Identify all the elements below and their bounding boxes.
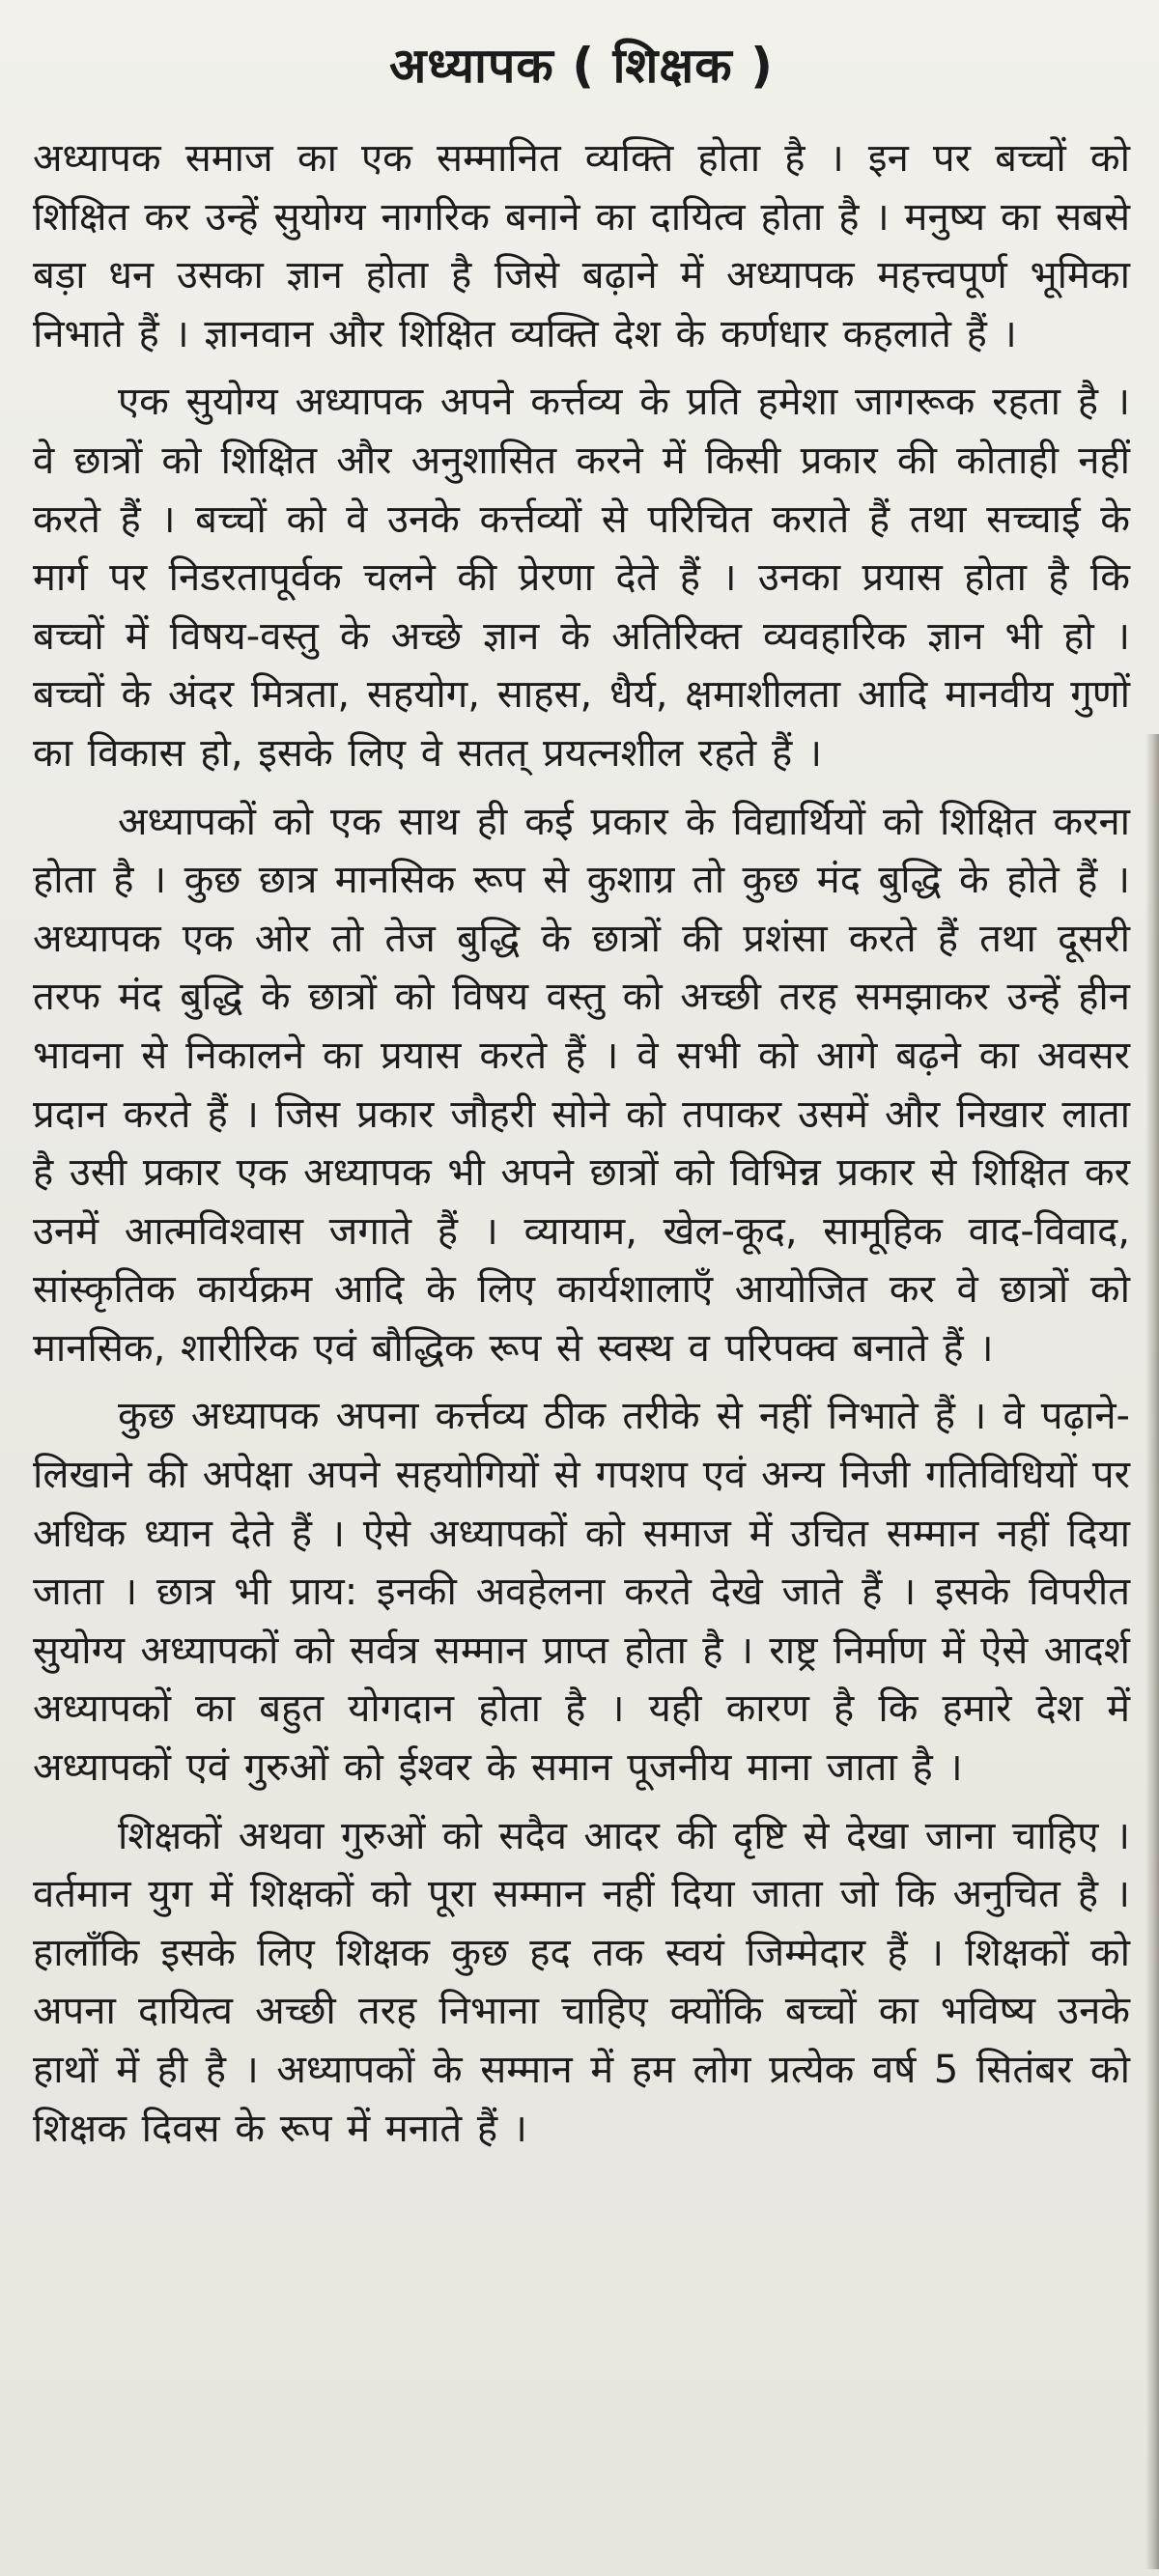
- page-edge-shadow: [1145, 734, 1159, 2569]
- document-title: अध्यापक ( शिक्षक ): [389, 38, 774, 94]
- paragraph-2: एक सुयोग्य अध्यापक अपने कर्त्तव्य के प्रति हमेशा जागरूक रहता है । वे छात्रों को शिक्षित और अनुशासित करने में किसी प्रकार की कोताही नहीं करते हैं । बच्चों को वे उनके कर्त्तव्यों से परिचित कराते हैं तथा सच्चाई के मार्ग पर निडरतापूर्वक चलने की प्रेरणा देते हैं । उनका प्रयास होता है कि बच्चों में विषय-वस्तु के अच्छे ज्ञान के अतिरिक्त व्यवहारिक ज्ञान भी हो । बच्चों के अंदर मित्रता, सहयोग, साहस, धैर्य, क्षमाशीलता आदि मानवीय गुणों का विकास हो, इसके लिए वे सतत् प्रयत्नशील रहते हैं ।: [33, 380, 1130, 776]
- paragraph-5: शिक्षकों अथवा गुरुओं को सदैव आदर की दृष्टि से देखा जाना चाहिए । वर्तमान युग में शिक्षकों को पूरा सम्मान नहीं दिया जाता जो कि अनुचित है । हालाँकि इसके लिए शिक्षक कुछ हद तक स्वयं जिम्मेदार हैं । शिक्षकों को अपना दायित्व अच्छी तरह निभाना चाहिए क्योंकि बच्चों का भविष्य उनके हाथों में ही है । अध्यापकों के सम्मान में हम लोग प्रत्येक वर्ष 5 सितंबर को शिक्षक दिवस के रूप में मनाते हैं ।: [33, 1813, 1130, 2151]
- paragraph-4: कुछ अध्यापक अपना कर्त्तव्य ठीक तरीके से नहीं निभाते हैं । वे पढ़ाने-लिखाने की अपेक्षा अपने सहयोगियों से गपशप एवं अन्य निजी गतिविधियों पर अधिक ध्यान देते हैं । ऐसे अध्यापकों को समाज में उचित सम्मान नहीं दिया जाता । छात्र भी प्राय: इनकी अवहेलना करते देखे जाते हैं । इसके विपरीत सुयोग्य अध्यापकों को सर्वत्र सम्मान प्राप्त होता है । राष्ट्र निर्माण में ऐसे आदर्श अध्यापकों का बहुत योगदान होता है । यही कारण है कि हमारे देश में अध्यापकों एवं गुरुओं को ईश्वर के समान पूजनीय माना जाता है ।: [33, 1394, 1130, 1791]
- paragraph-1: अध्यापक समाज का एक सम्मानित व्यक्ति होता है । इन पर बच्चों को शिक्षित कर उन्हें सुयोग्य नागरिक बनाने का दायित्व होता है । मनुष्य का सबसे बड़ा धन उसका ज्ञान होता है जिसे बढ़ाने में अध्यापक महत्त्वपूर्ण भूमिका निभाते हैं । ज्ञानवान और शिक्षित व्यक्ति देश के कर्णधार कहलाते हैं ।: [33, 136, 1130, 356]
- paragraph-3: अध्यापकों को एक साथ ही कई प्रकार के विद्यार्थियों को शिक्षित करना होता है । कुछ छात्र मानसिक रूप से कुशाग्र तो कुछ मंद बुद्धि के होते हैं । अध्यापक एक ओर तो तेज बुद्धि के छात्रों की प्रशंसा करते हैं तथा दूसरी तरफ मंद बुद्धि के छात्रों को विषय वस्तु को अच्छी तरह समझाकर उन्हें हीन भावना से निकालने का प्रयास करते हैं । वे सभी को आगे बढ़ने का अवसर प्रदान करते हैं । जिस प्रकार जौहरी सोने को तपाकर उसमें और निखार लाता है उसी प्रकार एक अध्यापक भी अपने छात्रों को विभिन्न प्रकार से शिक्षित कर उनमें आत्मविश्वास जगाते हैं । व्यायाम, खेल-कूद, सामूहिक वाद-विवाद, सांस्कृतिक कार्यक्रम आदि के लिए कार्यशालाएँ आयोजित कर वे छात्रों को मानसिक, शारीरिक एवं बौद्धिक रूप से स्वस्थ व परिपक्व बनाते हैं ।: [33, 799, 1130, 1371]
